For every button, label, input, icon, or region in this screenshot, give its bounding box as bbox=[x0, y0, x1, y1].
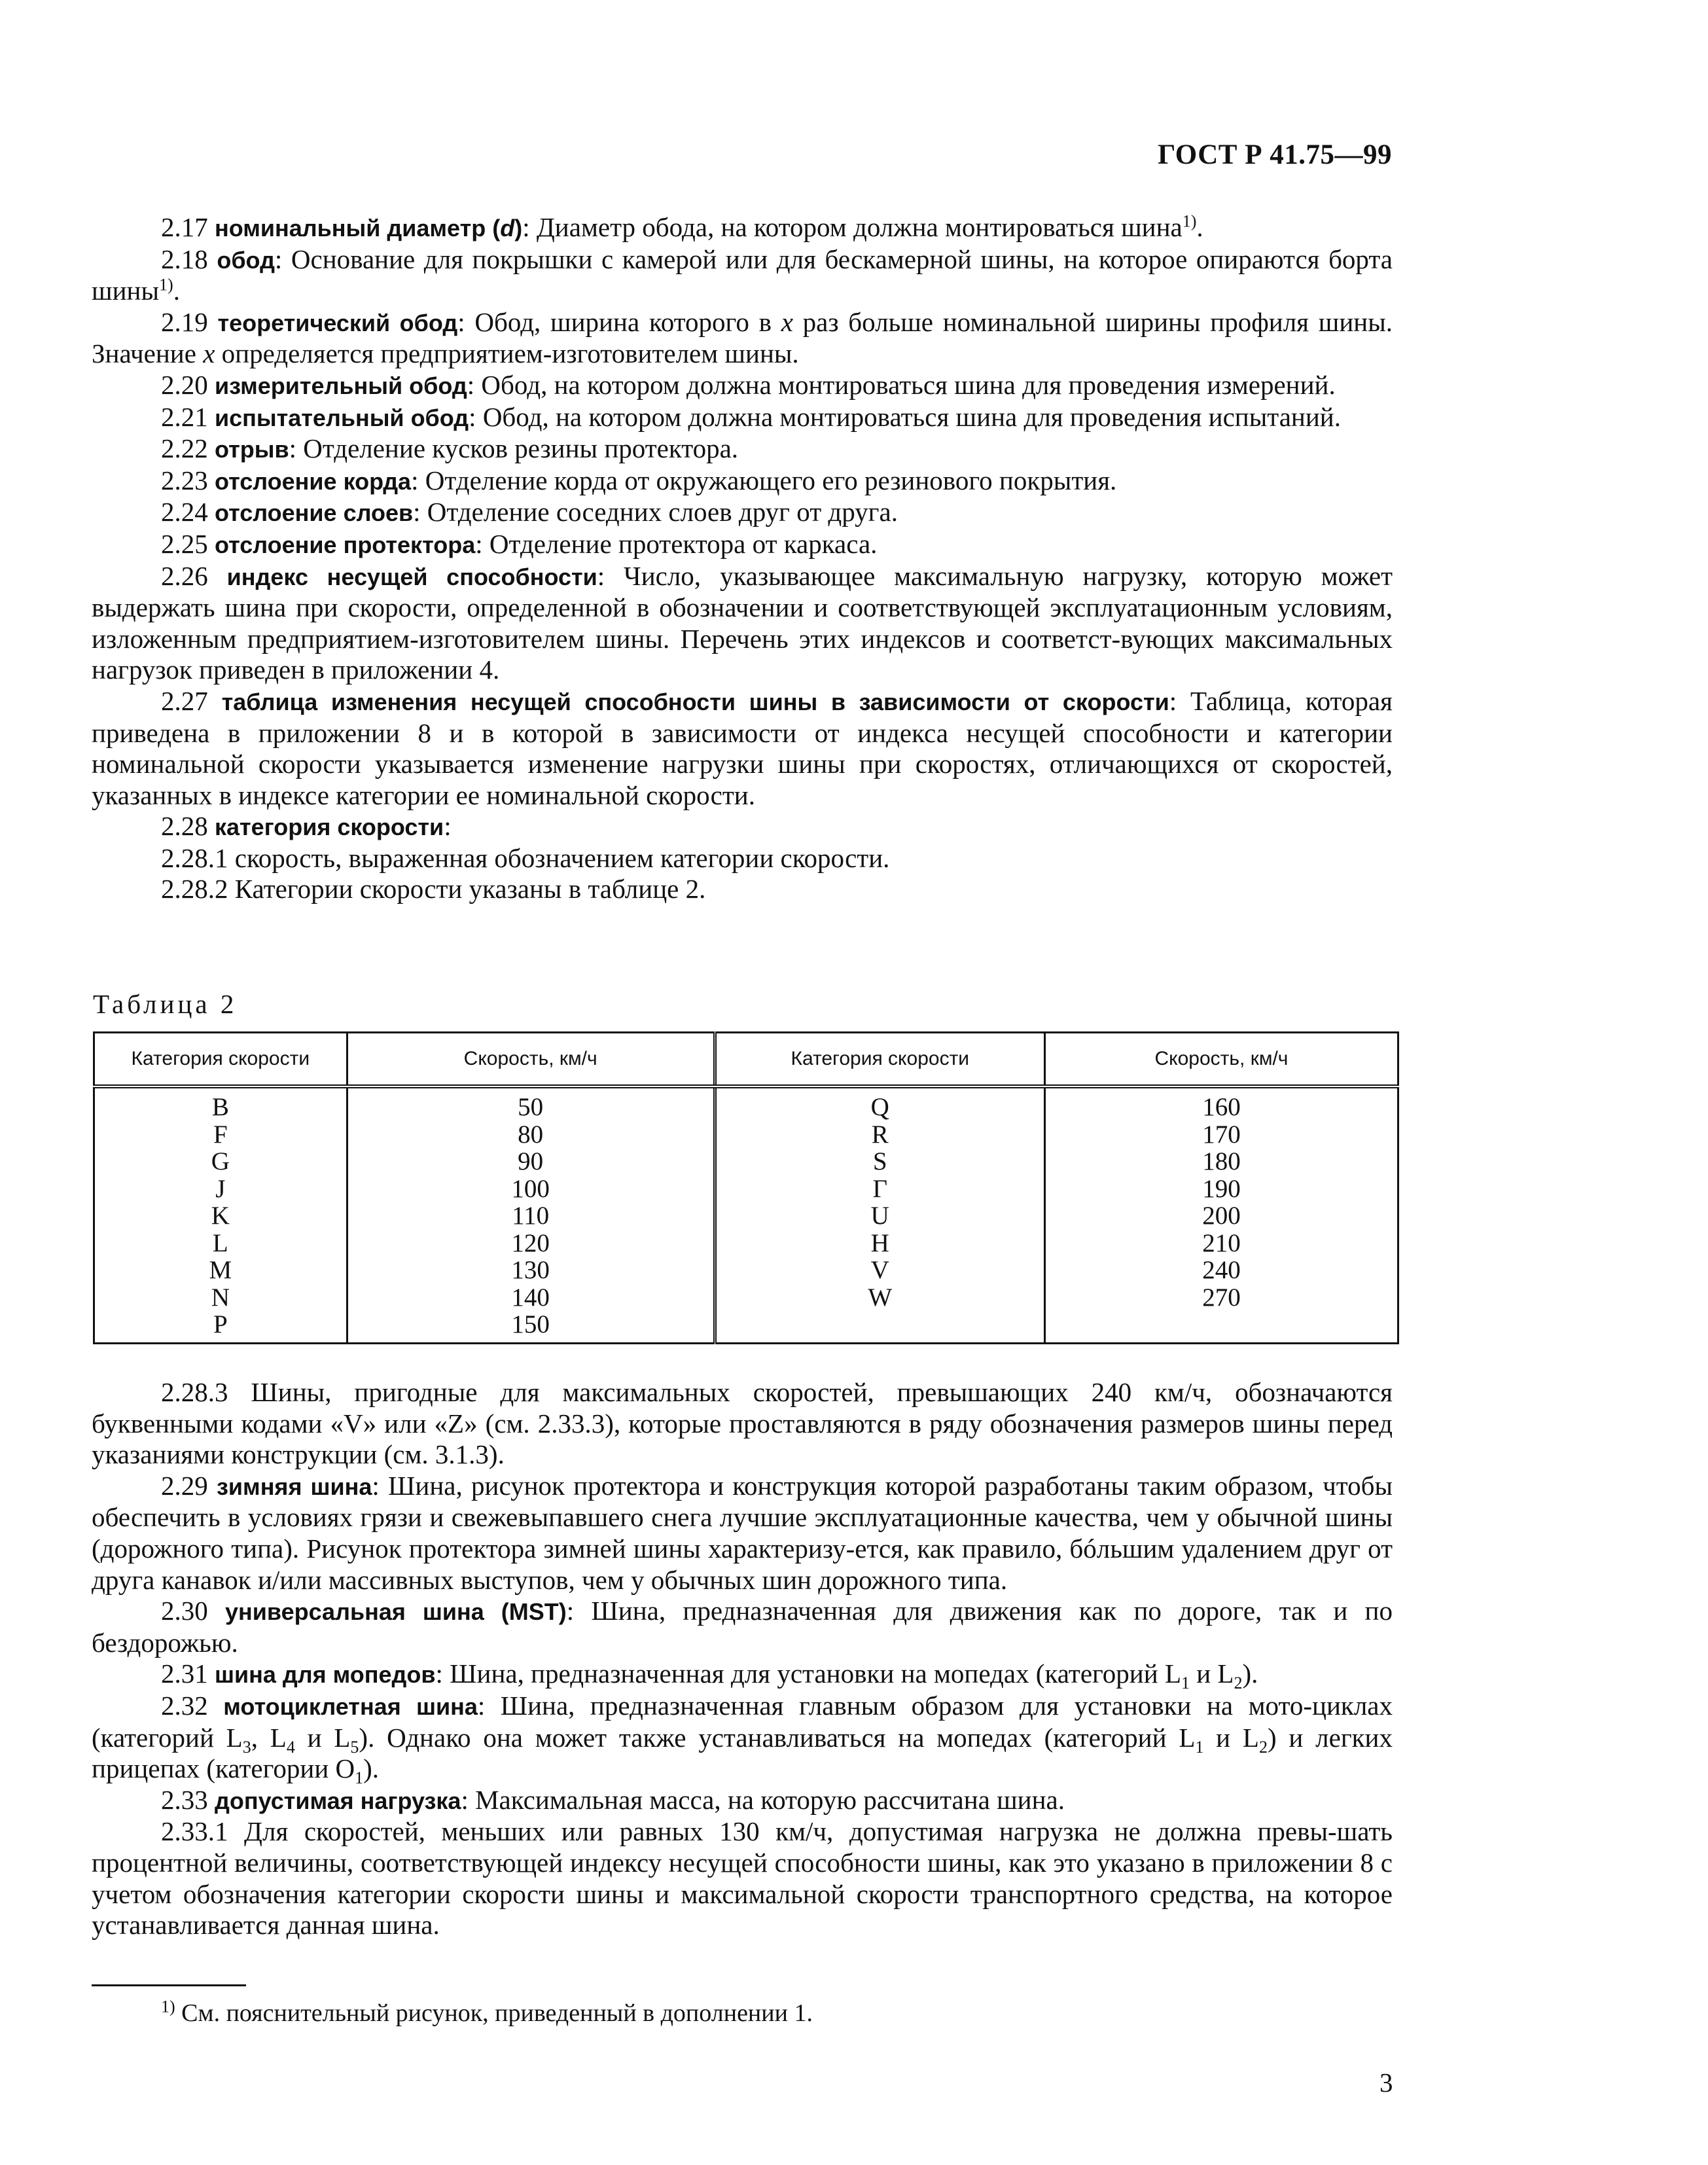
table-header-cell: Скорость, км/ч bbox=[1044, 1033, 1398, 1087]
table-cell-value: 50 bbox=[518, 1093, 544, 1121]
table-cell-value: K bbox=[211, 1202, 230, 1230]
table-cell-value: 200 bbox=[1202, 1202, 1241, 1230]
term: индекс несущей способности bbox=[226, 563, 597, 590]
table-cell-value: 160 bbox=[1202, 1093, 1241, 1121]
term: универсальная шина (MST) bbox=[225, 1598, 567, 1626]
table-header-cell: Категория скорости bbox=[94, 1033, 347, 1087]
term: категория скорости bbox=[215, 814, 444, 841]
table-cell-value: H bbox=[870, 1228, 889, 1257]
term: мотоциклетная шина bbox=[223, 1692, 478, 1720]
paragraph-2-19: 2.19 теоретический обод: Обод, ширина которого в x раз больше номинальной ширины профиля шины. Значение x определяется предприятием-изготовителем шины. bbox=[92, 306, 1393, 369]
footnote bbox=[161, 1999, 813, 2028]
table-cell-value: B bbox=[211, 1093, 229, 1121]
paragraph-2-32: 2.32 мотоциклетная шина: Шина, предназначенная главным образом для установки на мото-циклах (категорий $L_3$, $L_4$ и $L_5$). Однако она может также устанавливаться на мопедах (категорий $L_1$ и $L_2$) и легких прицепах (категории $O_1$). bbox=[92, 1690, 1393, 1788]
page-number: 3 bbox=[1379, 2067, 1393, 2098]
document-header: ГОСТ Р 41.75—99 bbox=[1157, 139, 1392, 170]
table-cell-value: G bbox=[211, 1147, 230, 1175]
table-cell-value: 120 bbox=[511, 1228, 550, 1257]
term: номинальный диаметр (d) bbox=[215, 215, 523, 242]
table-cell-value: U bbox=[870, 1202, 889, 1230]
left-speed-column bbox=[347, 1086, 715, 1343]
table-cell-value: L bbox=[212, 1228, 228, 1257]
paragraph-2-20: 2.20 измерительный обод: Обод, на котором должна монтироваться шина для проведения измерений. bbox=[161, 369, 1336, 400]
term: отслоение протектора bbox=[215, 531, 476, 558]
paragraph-2-33-1: 2.33.1 Для скоростей, меньших или равных 130 км/ч, допустимая нагрузка не должна превы-шать процентной величины, соответствующей индексу несущей способности шины, как это указано в приложении 8 с учетом обозначения категории скорости шины и максимальной скорости транспортного средства, на которое устанавливается данная шина. bbox=[92, 1816, 1393, 1941]
left-category-column bbox=[94, 1086, 347, 1343]
term: зимняя шина bbox=[217, 1473, 372, 1500]
paragraph-2-23: 2.23 отслоение корда: Отделение корда от окружающего его резинового покрытия. bbox=[161, 465, 1117, 495]
paragraph-2-25: 2.25 отслоение протектора: Отделение протектора от каркаса. bbox=[161, 528, 878, 559]
paragraph-2-28-2: 2.28.2 Категории скорости указаны в таблице 2. bbox=[161, 874, 706, 904]
footnote-text: См. пояснительный рисунок, приведенный в дополнении 1. bbox=[175, 1999, 813, 2027]
paragraph-2-29: 2.29 зимняя шина: Шина, рисунок протектора и конструкция которой разработаны таким образом, чтобы обеспечить в условиях грязи и свежевыпавшего снега лучшие эксплуатационные качества, чем у обычной шины (дорожного типа). Рисунок протектора зимней шины характеризу-ется, как правило, бóльшим удалением друг от друга канавок и/или массивных выступов, чем у обычных шин дорожного типа. bbox=[92, 1470, 1393, 1595]
footnote-mark: 1) bbox=[161, 1997, 175, 2016]
paragraph-2-18: 2.18 обод: Основание для покрышки с камерой или для бескамерной шины, на которое опираются борта шины$^{1)}$. bbox=[92, 243, 1393, 306]
table-cell-value: F bbox=[213, 1120, 228, 1149]
right-category-column bbox=[715, 1086, 1044, 1343]
table-cell-value: R bbox=[871, 1120, 889, 1149]
paragraph-2-24: 2.24 отслоение слоев: Отделение соседних слоев друг от друга. bbox=[161, 497, 898, 528]
term: шина для мопедов bbox=[215, 1661, 436, 1689]
term: теоретический обод bbox=[217, 309, 458, 336]
term: отслоение корда bbox=[215, 467, 412, 495]
table-cell-value: 190 bbox=[1202, 1174, 1241, 1203]
table-cell-value: Г bbox=[872, 1174, 888, 1203]
table-cell-value: P bbox=[213, 1310, 228, 1338]
table-cell-value: 180 bbox=[1202, 1147, 1241, 1175]
table-cell-value: S bbox=[872, 1147, 887, 1175]
table-cell-value: W bbox=[868, 1283, 893, 1312]
body-text-lower bbox=[92, 1377, 1393, 1941]
table-row bbox=[94, 1086, 1398, 1343]
term: допустимая нагрузка bbox=[215, 1787, 461, 1814]
table-caption: Таблица 2 bbox=[93, 989, 238, 1019]
table-cell-value: 170 bbox=[1202, 1120, 1241, 1149]
table-header-cell: Категория скорости bbox=[715, 1033, 1044, 1087]
table-cell-value: 240 bbox=[1202, 1256, 1241, 1284]
footnote-ref: 1) bbox=[159, 275, 173, 295]
table-cell-value: M bbox=[209, 1256, 232, 1284]
table-cell-value: 110 bbox=[512, 1202, 550, 1230]
table-cell-value: 270 bbox=[1202, 1283, 1241, 1312]
paragraph-2-31: 2.31 шина для мопедов: Шина, предназначенная для установки на мопедах (категорий $L_1$ и $L_2$). bbox=[161, 1658, 1258, 1693]
paragraph-2-33: 2.33 допустимая нагрузка: Максимальная масса, на которую рассчитана шина. bbox=[161, 1784, 1065, 1815]
term: отслоение слоев bbox=[215, 499, 414, 527]
table-cell-value: V bbox=[870, 1256, 889, 1284]
paragraph-2-21: 2.21 испытательный обод: Обод, на котором должна монтироваться шина для проведения испытаний. bbox=[161, 401, 1341, 432]
table-cell-value: 130 bbox=[511, 1256, 550, 1284]
paragraph-2-28-3: 2.28.3 Шины, пригодные для максимальных скоростей, превышающих 240 км/ч, обозначаются буквенными кодами «V» или «Z» (см. 2.33.3), которые проставляются в ряду обозначения размеров шины перед указаниями конструкции (см. 3.1.3). bbox=[92, 1377, 1393, 1470]
footnote-ref: 1) bbox=[1182, 211, 1197, 231]
table-cell-value: 150 bbox=[511, 1310, 550, 1338]
table-cell-value: 140 bbox=[511, 1283, 550, 1312]
paragraph-2-26: 2.26 индекс несущей способности: Число, указывающее максимальную нагрузку, которую может выдержать шина при скорости, определенной в обозначении и соответствующей эксплуатационным условиям, изложенным предприятием-изготовителем шины. Перечень этих индексов и соответст-вующих максимальных нагрузок приведен в приложении 4. bbox=[92, 560, 1393, 685]
table-cell-value: 210 bbox=[1202, 1228, 1241, 1257]
paragraph-2-28: 2.28 категория скорости: bbox=[161, 811, 452, 842]
paragraph-2-22: 2.22 отрыв: Отделение кусков резины протектора. bbox=[161, 433, 739, 464]
table-cell-value: 80 bbox=[518, 1120, 544, 1149]
table-cell-value: Q bbox=[870, 1093, 889, 1121]
term: измерительный обод bbox=[215, 372, 467, 399]
paragraph-2-30: 2.30 универсальная шина (MST): Шина, предназначенная для движения как по дороге, так и по бездорожью. bbox=[92, 1596, 1393, 1658]
term: испытательный обод bbox=[215, 404, 469, 431]
table-cell-value: 90 bbox=[518, 1147, 544, 1175]
footnote-divider bbox=[92, 1984, 246, 1986]
speed-category-table bbox=[93, 1031, 1399, 1344]
table-cell-value: N bbox=[211, 1283, 230, 1312]
table-header-row bbox=[94, 1033, 1398, 1087]
table-cell-value: 100 bbox=[511, 1174, 550, 1203]
term: отрыв bbox=[215, 436, 289, 463]
right-speed-column bbox=[1044, 1086, 1398, 1343]
term: обод bbox=[217, 246, 275, 274]
paragraph-2-28-1: 2.28.1 скорость, выраженная обозначением категории скорости. bbox=[161, 842, 890, 873]
paragraph-2-27: 2.27 таблица изменения несущей способности шины в зависимости от скорости: Таблица, которая приведена в приложении 8 и в которой в зависимости от индекса несущей способности и категории номинальной скорости указывается изменение нагрузки шины при скоростях, отличающихся от скоростей, указанных в индексе категории ее номинальной скорости. bbox=[92, 685, 1393, 810]
paragraph-2-17: 2.17 номинальный диаметр (d): Диаметр обода, на котором должна монтироваться шина$^{1)}$. bbox=[161, 211, 1203, 242]
table-cell-value: J bbox=[215, 1174, 226, 1203]
body-text-upper bbox=[92, 212, 1393, 905]
table-header-cell: Скорость, км/ч bbox=[347, 1033, 715, 1087]
term: таблица изменения несущей способности шины в зависимости от скорости bbox=[221, 688, 1169, 715]
